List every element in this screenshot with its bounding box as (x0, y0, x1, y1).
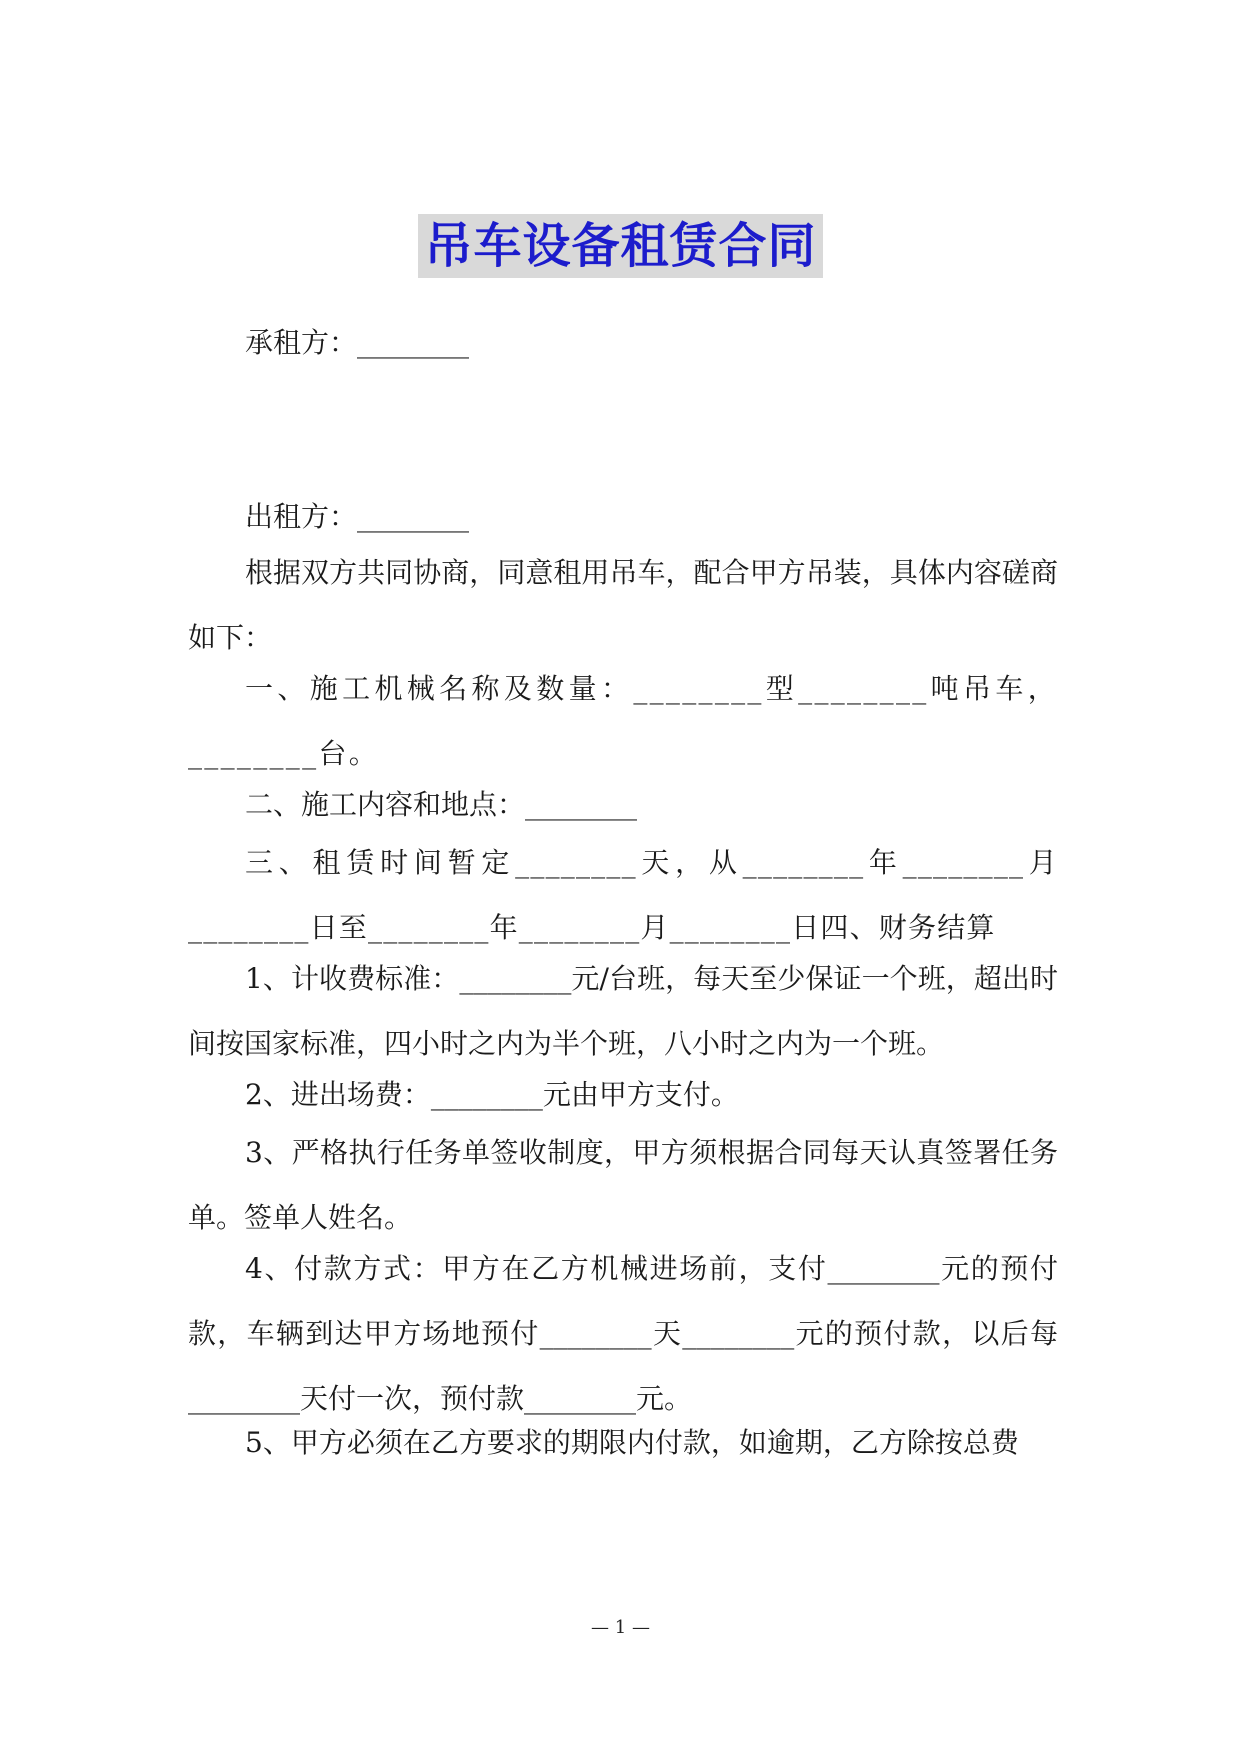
paragraph-item-4: 4、付款方式：甲方在乙方机械进场前，支付________元的预付款，车辆到达甲方场地预付________天________元的预付款，以后每________天付一次，预付款________元。 (188, 1252, 1058, 1415)
paragraph-item-2: 2、进出场费：________元由甲方支付。 (245, 1078, 739, 1111)
paragraph-section-3: 三、租赁时间暂定________天，从________年________月________日至________年________月________日四、财务结算 (188, 846, 1058, 944)
paragraph-intro: 根据双方共同协商，同意租用吊车，配合甲方吊装，具体内容磋商如下： (188, 556, 1058, 654)
paragraph-section-1: 一、施工机械名称及数量：________型________吨吊车，________台。 (188, 672, 1058, 770)
title-container (0, 214, 1241, 278)
paragraph-section-2: 二、施工内容和地点：________ (245, 788, 638, 821)
page-number: — 1 — (591, 1617, 650, 1638)
lessor-line: 出租方：________ (245, 500, 470, 533)
document-title: 吊车设备租赁合同 (418, 214, 822, 278)
paragraph-item-3: 3、严格执行任务单签收制度，甲方须根据合同每天认真签署任务单。签单人姓名。 (188, 1136, 1058, 1234)
paragraph-item-1: 1、计收费标准：________元/台班，每天至少保证一个班，超出时间按国家标准，四小时之内为半个班，八小时之内为一个班。 (188, 962, 1058, 1060)
lessee-line: 承租方：________ (245, 326, 470, 359)
paragraph-item-5: 5、甲方必须在乙方要求的期限内付款，如逾期，乙方除按总费 (245, 1426, 1019, 1459)
